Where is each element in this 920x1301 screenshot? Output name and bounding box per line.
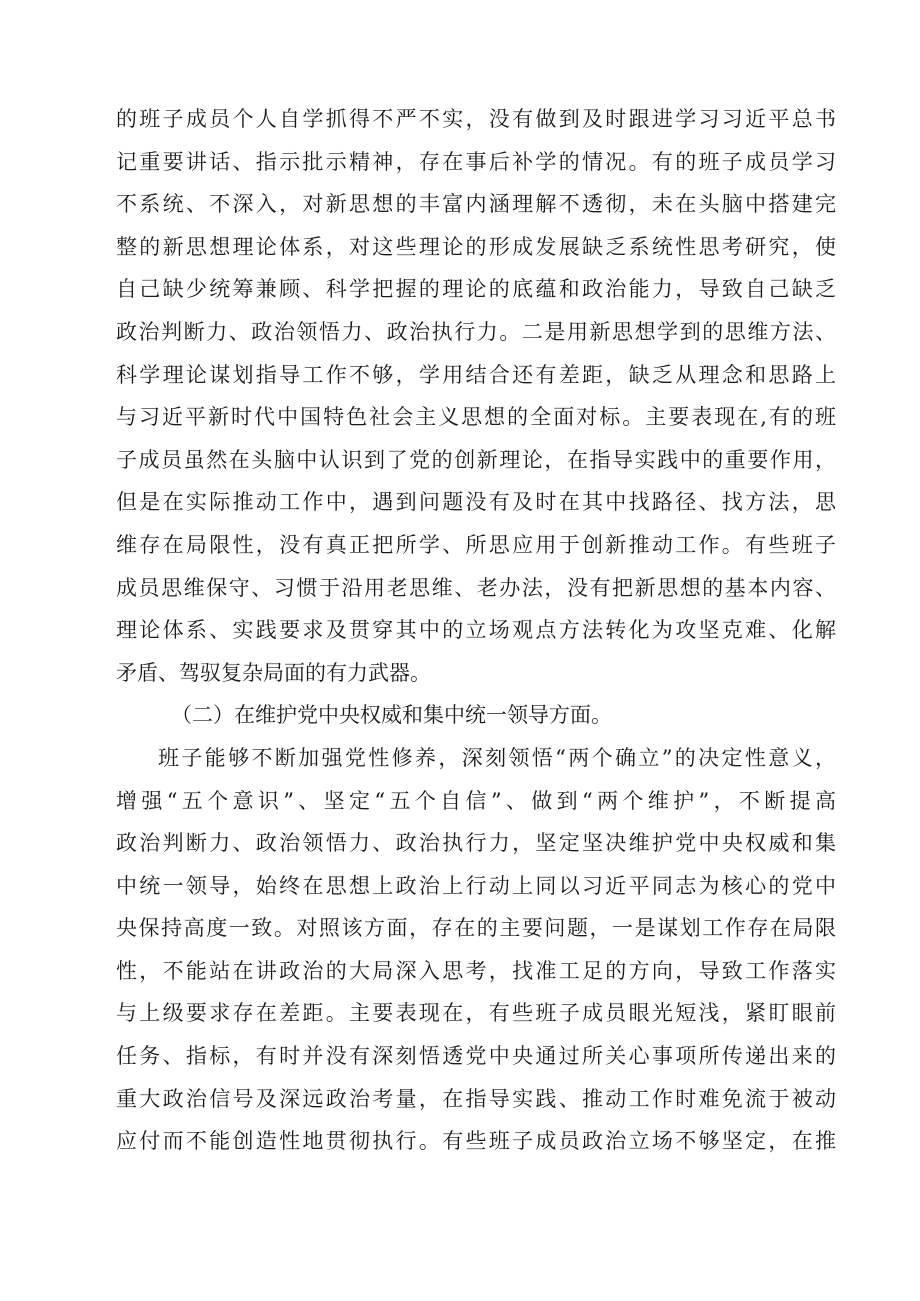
text-line: 任务、指标，有时并没有深刻悟透党中央通过所关心事项所传递出来的 [116,1044,836,1069]
document-body [116,98,836,1163]
text-line: 性，不能站在讲政治的大局深入思考，找准工足的方向，导致工作落实 [116,958,836,983]
text-line: 子成员虽然在头脑中认识到了党的创新理论，在指导实践中的重要作用， [116,447,836,472]
text-line: 增强“五个意识”、坚定“五个自信”、做到“两个维护”，不断提高 [116,788,836,813]
text-line: 中统一领导，始终在思想上政治上行动上同以习近平同志为核心的党中 [116,873,836,898]
text-line: 与习近平新时代中国特色社会主义思想的全面对标。主要表现在,有的班 [116,405,836,430]
text-line: 央保持高度一致。对照该方面，存在的主要问题，一是谋划工作存在局限 [116,916,836,941]
text-line: 矛盾、驾驭复杂局面的有力武器。 [116,660,431,685]
text-line: 自己缺少统筹兼顾、科学把握的理论的底蕴和政治能力，导致自己缺乏 [116,277,836,302]
text-line: 成员思维保守、习惯于沿用老思维、老办法，没有把新思想的基本内容、 [116,575,836,600]
text-line: 记重要讲话、指示批示精神，存在事后补学的情况。有的班子成员学习 [116,149,836,174]
text-line: 科学理论谋划指导工作不够，学用结合还有差距，缺乏从理念和思路上 [116,362,836,387]
text-line: 与上级要求存在差距。主要表现在，有些班子成员眼光短浅，紧盯眼前 [116,1001,836,1026]
text-line: 政治判断力、政治领悟力、政治执行力，坚定坚决维护党中央权威和集 [116,831,836,856]
text-line: 应付而不能创造性地贯彻执行。有些班子成员政治立场不够坚定，在推 [116,1129,836,1154]
text-line: 整的新思想理论体系，对这些理论的形成发展缺乏系统性思考研究，使 [116,234,836,259]
text-line: 理论体系、实践要求及贯穿其中的立场观点方法转化为攻坚克难、化解 [116,618,836,643]
text-line: 但是在实际推动工作中，遇到问题没有及时在其中找路径、找方法，思 [116,490,836,515]
text-line: 维存在局限性，没有真正把所学、所思应用于创新推动工作。有些班子 [116,532,836,557]
text-line: 政治判断力、政治领悟力、政治执行力。二是用新思想学到的思维方法、 [116,319,836,344]
text-line: 不系统、不深入，对新思想的丰富内涵理解不透彻，未在头脑中搭建完 [116,192,836,217]
text-line: 班子能够不断加强党性修养，深刻领悟“两个确立”的决定性意义， [158,745,836,770]
section-heading: （二）在维护党中央权威和集中统一领导方面。 [171,703,612,728]
text-line: 的班子成员个人自学抓得不严不实，没有做到及时跟进学习习近平总书 [116,107,836,131]
text-line: 重大政治信号及深远政治考量，在指导实践、推动工作时难免流于被动 [116,1086,836,1111]
